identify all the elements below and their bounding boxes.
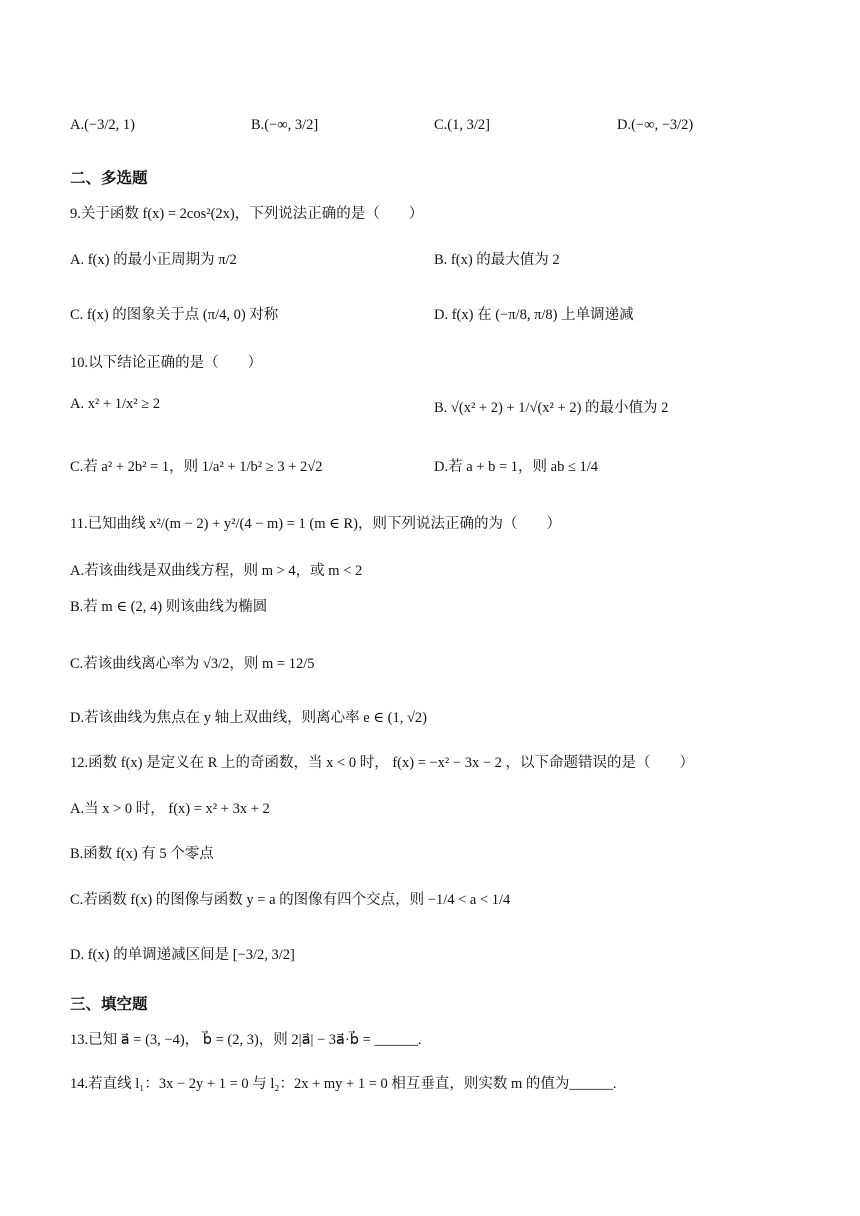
q9-option-c: C. f(x) 的图象关于点 (π/4, 0) 对称 xyxy=(70,307,279,323)
q11-stem: 11.已知曲线 x²/(m − 2) + y²/(4 − m) = 1 (m ∈ R)，则下列说法正确的为（ ） xyxy=(70,516,562,532)
q11-option-d: D.若该曲线为焦点在 y 轴上双曲线，则离心率 e ∈ (1, √2) xyxy=(70,710,428,726)
q11-option-b: B.若 m ∈ (2, 4) 则该曲线为椭圆 xyxy=(70,599,268,615)
q12-option-a: A.当 x > 0 时， f(x) = x² + 3x + 2 xyxy=(70,801,270,817)
q8-option-a: A.(−3/2, 1) xyxy=(70,117,135,133)
q12-option-c: C.若函数 f(x) 的图像与函数 y = a 的图像有四个交点，则 −1/4 < a < 1/4 xyxy=(70,892,511,908)
q8-option-c: C.(1, 3/2] xyxy=(434,117,490,133)
q9-option-b: B. f(x) 的最大值为 2 xyxy=(434,252,560,268)
section-3-title: 三、填空题 xyxy=(70,996,148,1013)
q12-option-b: B.函数 f(x) 有 5 个零点 xyxy=(70,846,214,862)
q9-stem: 9.关于函数 f(x) = 2cos²(2x)，下列说法正确的是（ ） xyxy=(70,206,424,222)
question-14: 14.若直线 l₁：3x − 2y + 1 = 0 与 l₂：2x + my + 1 = 0 相互垂直，则实数 m 的值为______. xyxy=(70,1076,617,1092)
q9-option-d: D. f(x) 在 (−π/8, π/8) 上单调递减 xyxy=(434,307,634,323)
q8-option-d: D.(−∞, −3/2) xyxy=(617,117,694,133)
q10-option-d: D.若 a + b = 1，则 ab ≤ 1/4 xyxy=(434,459,599,475)
q9-option-a: A. f(x) 的最小正周期为 π/2 xyxy=(70,252,237,268)
q11-option-c: C.若该曲线离心率为 √3/2，则 m = 12/5 xyxy=(70,656,315,672)
q10-option-c: C.若 a² + 2b² = 1，则 1/a² + 1/b² ≥ 3 + 2√2 xyxy=(70,459,323,475)
q10-option-b: B. √(x² + 2) + 1/√(x² + 2) 的最小值为 2 xyxy=(434,400,669,416)
q8-option-b: B.(−∞, 3/2] xyxy=(251,117,319,133)
section-2-title: 二、多选题 xyxy=(70,170,148,187)
q12-option-d: D. f(x) 的单调递减区间是 [−3/2, 3/2] xyxy=(70,947,295,963)
question-13: 13.已知 a⃗ = (3, −4)， b⃗ = (2, 3)，则 2|a⃗| − 3a⃗·b⃗ = ______. xyxy=(70,1032,422,1048)
q10-option-a: A. x² + 1/x² ≥ 2 xyxy=(70,396,161,412)
q12-stem: 12.函数 f(x) 是定义在 R 上的奇函数，当 x < 0 时， f(x) = −x² − 3x − 2 ，以下命题错误的是（ ） xyxy=(70,755,695,771)
q11-option-a: A.若该曲线是双曲线方程，则 m > 4，或 m < 2 xyxy=(70,563,363,579)
q10-stem: 10.以下结论正确的是（ ） xyxy=(70,355,263,371)
